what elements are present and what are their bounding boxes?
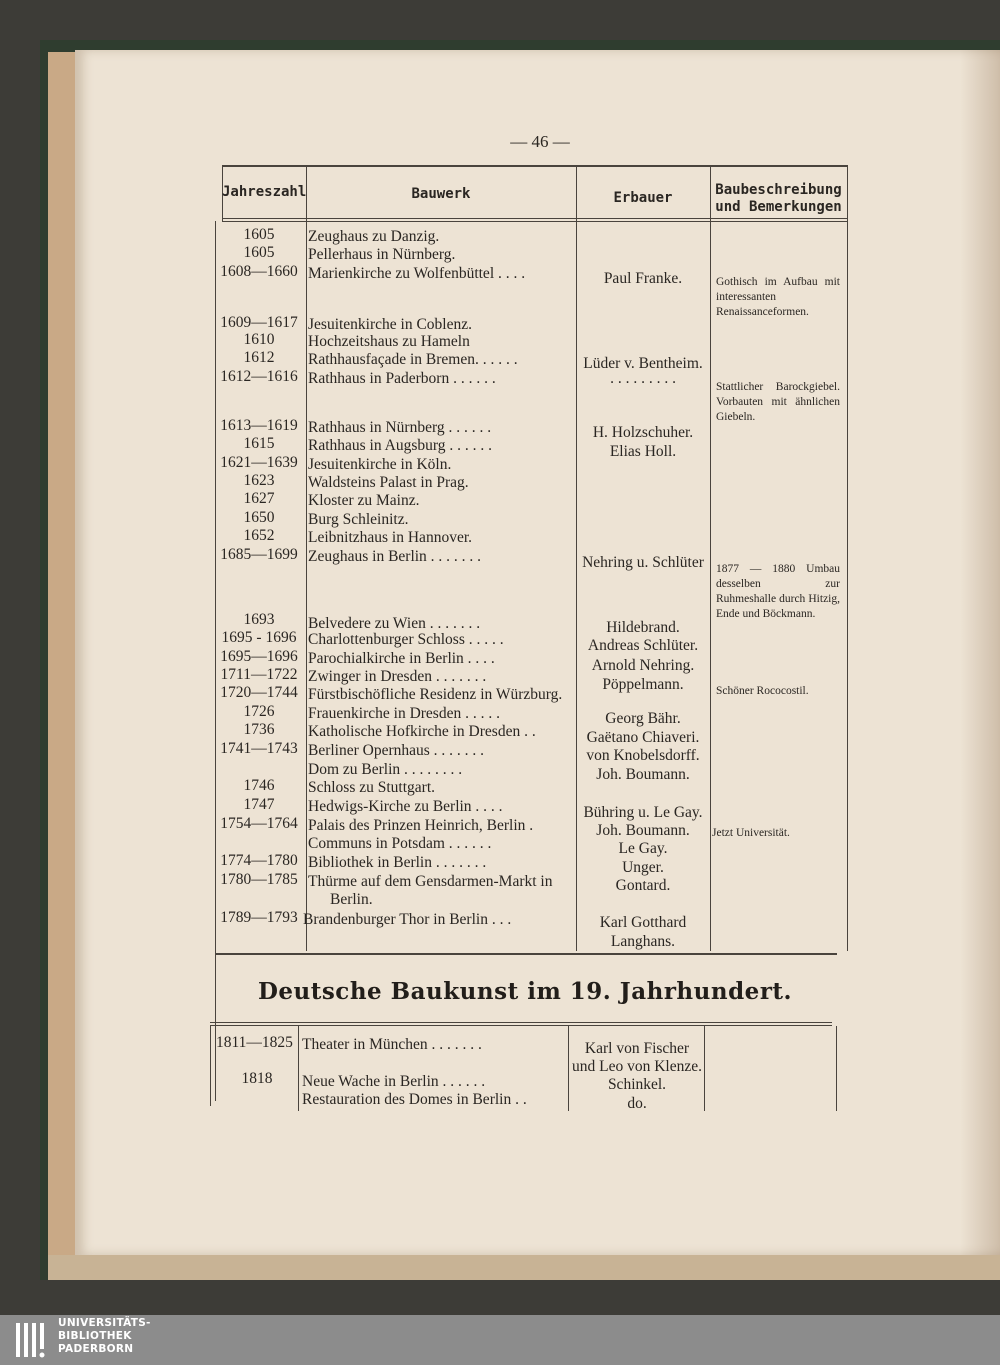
row-year: 1754—1764 — [220, 815, 298, 832]
row-year: 1811—1825 — [216, 1034, 293, 1051]
row-year: 1627 — [243, 490, 275, 507]
row-builder: Le Gay. — [618, 840, 668, 857]
row-year: 1650 — [243, 509, 275, 526]
row-year: 1605 — [243, 244, 275, 261]
row-building: Hochzeitshaus zu Hameln — [308, 333, 470, 350]
row-year: 1726 — [243, 703, 275, 720]
col19-divider-builder — [704, 1026, 705, 1111]
row-builder: Elias Holl. — [609, 443, 677, 460]
row-builder: Joh. Boumann. — [596, 822, 690, 839]
library-logo-icon — [10, 1315, 50, 1365]
header-building: Bauwerk — [411, 186, 471, 202]
row-building: Zwinger in Dresden . . . . . . . — [308, 668, 487, 685]
footer-line-3: PADERBORN — [58, 1343, 134, 1355]
row-builder: und Leo von Klenze. — [572, 1058, 702, 1075]
row-builder: Karl Gotthard — [599, 914, 687, 931]
row-year: 1613—1619 — [220, 417, 298, 434]
row-year: 1818 — [241, 1070, 273, 1087]
row-builder: Bühring u. Le Gay. — [583, 804, 703, 821]
row-year: 1623 — [243, 472, 275, 489]
row-year: 1621—1639 — [220, 454, 298, 471]
row-year: 1685—1699 — [220, 546, 298, 563]
row-building: Berlin. — [330, 891, 373, 908]
header-bottom-rule-2 — [222, 221, 848, 222]
row-builder: Pöppelmann. — [602, 676, 684, 693]
row-building: Communs in Potsdam . . . . . . — [308, 835, 492, 852]
section-bottom-rule-2 — [210, 1025, 832, 1026]
header-year: Jahreszahl — [222, 184, 307, 200]
row-year: 1605 — [243, 226, 275, 243]
row-year: 1774—1780 — [220, 852, 298, 869]
row-building: Zeughaus in Berlin . . . . . . . — [308, 548, 482, 565]
row-builder: Lüder v. Bentheim. — [583, 355, 703, 372]
note-rococo: Schöner Rococostil. — [716, 685, 809, 697]
row-year: 1711—1722 — [220, 666, 298, 683]
row-builder: Karl von Fischer — [584, 1040, 690, 1057]
row-year: 1610 — [243, 331, 275, 348]
header-notes-line2: und Bemerkungen — [715, 199, 842, 215]
row-builder: Paul Franke. — [603, 270, 683, 287]
row-building: Waldsteins Palast in Prag. — [308, 474, 469, 491]
row-year: 1720—1744 — [220, 684, 298, 701]
row-year: 1747 — [243, 796, 275, 813]
row-year: 1695—1696 — [220, 648, 298, 665]
row-building: Berliner Opernhaus . . . . . . . — [308, 742, 485, 759]
row-builder: Andreas Schlüter. — [587, 637, 699, 654]
row-builder: Gaëtano Chiaveri. — [586, 729, 700, 746]
row-year: 1693 — [243, 611, 275, 628]
section-top-rule — [215, 953, 837, 955]
row-building: Frauenkirche in Dresden . . . . . — [308, 705, 500, 722]
row-building: Charlottenburger Schloss . . . . . — [308, 631, 504, 648]
row-building: Brandenburger Thor in Berlin . . . — [303, 911, 512, 928]
row-building: Schloss zu Stuttgart. — [308, 779, 436, 796]
row-building: Belvedere zu Wien . . . . . . . — [308, 615, 481, 632]
row-building: Leibnitzhaus in Hannover. — [308, 529, 472, 546]
row-builder: Georg Bähr. — [605, 710, 681, 727]
footer-line-2: BIBLIOTHEK — [58, 1330, 132, 1342]
row-building: Marienkirche zu Wolfenbüttel . . . . — [308, 265, 526, 282]
note-zeughaus: 1877 — 1880 Umbau desselben zur Ruhmeshalle durch Hitzig, Ende und Böckmann. — [716, 563, 840, 620]
row-year: 1615 — [243, 435, 275, 452]
row-year: 1612—1616 — [220, 368, 298, 385]
row-year: 1736 — [243, 721, 275, 738]
row-building: Hedwigs-Kirche zu Berlin . . . . — [308, 798, 503, 815]
row-building: Parochialkirche in Berlin . . . . — [308, 650, 495, 667]
row-building: Restauration des Domes in Berlin . . — [302, 1091, 527, 1108]
page-bottom-edge — [48, 1255, 1000, 1280]
row-building: Katholische Hofkirche in Dresden . . — [308, 723, 536, 740]
row-building: Rathhausfaçade in Bremen. . . . . . — [308, 351, 518, 368]
row-building: Dom zu Berlin . . . . . . . . — [308, 761, 463, 778]
section-title: Deutsche Baukunst im 19. Jahrhundert. — [257, 978, 793, 1005]
col19-divider-building — [568, 1026, 569, 1111]
row-building: Rathhaus in Nürnberg . . . . . . — [308, 419, 492, 436]
row-building: Neue Wache in Berlin . . . . . . — [302, 1073, 486, 1090]
row-year: 1652 — [243, 527, 275, 544]
header-bottom-rule — [222, 218, 848, 219]
col19-right-rule — [836, 1026, 837, 1111]
row-builder: do. — [627, 1095, 647, 1112]
row-builder: Joh. Boumann. — [596, 766, 690, 783]
col-divider-builder — [710, 167, 711, 951]
note-baroque: Stattlicher Barockgiebel. Vorbauten mit ähnlichen Giebeln. — [716, 381, 840, 423]
row-builder: Nehring u. Schlüter — [582, 554, 704, 571]
row-building: Kloster zu Mainz. — [308, 492, 420, 509]
table-top-rule — [222, 165, 848, 167]
row-year: 1789—1793 — [220, 909, 298, 926]
header-builder: Erbauer — [613, 190, 673, 206]
table19-left-rule — [210, 1026, 211, 1106]
row-building: Rathhaus in Paderborn . . . . . . — [308, 370, 496, 387]
page-number: — 46 — — [510, 132, 570, 151]
col19-divider-year — [298, 1026, 299, 1111]
page-gutter-shade — [960, 50, 1000, 1255]
header-notes-line1: Baubeschreibung — [715, 182, 842, 198]
row-builder: . . . . . . . . . — [610, 370, 676, 387]
row-year: 1608—1660 — [220, 263, 298, 280]
row-year: 1609—1617 — [220, 314, 298, 331]
row-year: 1780—1785 — [220, 871, 298, 888]
row-builder: H. Holzschuher. — [592, 424, 694, 441]
row-year: 1612 — [243, 349, 275, 366]
row-building: Fürstbischöfliche Residenz in Würzburg. — [308, 686, 563, 703]
row-builder: Hildebrand. — [606, 619, 680, 636]
row-builder: Gontard. — [615, 877, 671, 894]
row-builder: Langhans. — [610, 933, 676, 950]
row-builder: Schinkel. — [607, 1076, 667, 1093]
row-building: Palais des Prinzen Heinrich, Berlin . — [308, 817, 534, 834]
row-building: Pellerhaus in Nürnberg. — [308, 246, 456, 263]
row-year: 1695 - 1696 — [221, 629, 297, 646]
row-building: Rathhaus in Augsburg . . . . . . — [308, 437, 492, 454]
row-year: 1746 — [243, 777, 275, 794]
row-building: Theater in München . . . . . . . — [302, 1036, 482, 1053]
row-building: Jesuitenkirche in Köln. — [308, 456, 452, 473]
footer-line-1: UNIVERSITÄTS- — [58, 1317, 151, 1329]
col-divider-year — [306, 167, 307, 951]
row-building: Zeughaus zu Danzig. — [308, 228, 440, 245]
row-building: Bibliothek in Berlin . . . . . . . — [308, 854, 487, 871]
note-university: Jetzt Universität. — [712, 827, 790, 839]
row-building: Jesuitenkirche in Coblenz. — [308, 316, 472, 333]
row-builder: Unger. — [622, 859, 664, 876]
note-gothic: Gothisch im Aufbau mit interessanten Renaissanceformen. — [716, 276, 840, 318]
row-building: Thürme auf dem Gensdarmen-Markt in — [308, 873, 553, 890]
row-builder: von Knobelsdorff. — [586, 747, 700, 764]
col-divider-building — [576, 167, 577, 951]
row-building: Burg Schleinitz. — [308, 511, 409, 528]
row-year: 1741—1743 — [220, 740, 298, 757]
table-right-rule — [847, 167, 848, 951]
section-bottom-rule — [210, 1022, 832, 1023]
row-builder: Arnold Nehring. — [591, 657, 695, 674]
